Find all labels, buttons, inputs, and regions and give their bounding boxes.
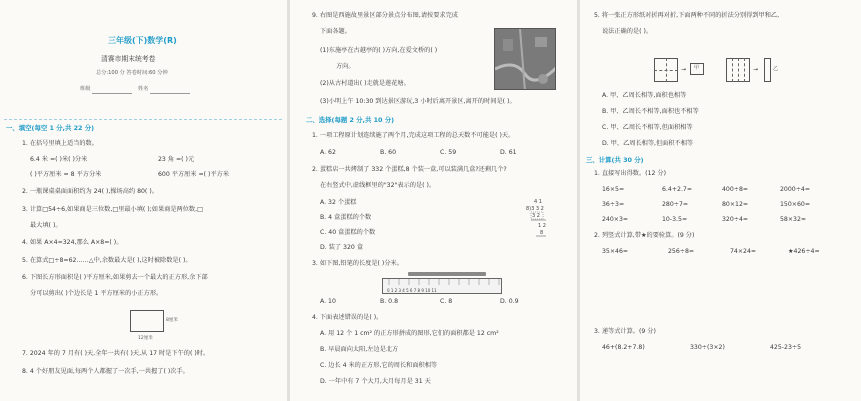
choice-1: 1. 一项工程原计划连续施了两个月,完成这项工程的总天数不可能是( )天。 <box>312 132 515 139</box>
calc-vertical-item: 256÷8= <box>668 248 695 255</box>
calc-step-item: 330÷(3×2) <box>690 344 725 351</box>
question-3-line2: 最大填( )。 <box>30 222 62 229</box>
calc-item: 16×5= <box>602 186 625 193</box>
page-middle <box>290 0 577 401</box>
class-label: 班级 <box>80 86 91 92</box>
arrow-icon-b: → <box>753 66 759 73</box>
choice-5-option-b[interactable]: B. 甲、乙周长不相等,面积也不相等 <box>602 108 699 115</box>
calc-vertical-item: 35×46= <box>602 248 629 255</box>
choice-1-option-a[interactable]: A. 62 <box>320 149 336 156</box>
rectangle-side-label: 8厘米 <box>166 318 178 323</box>
choice-4: 4. 下面表述错误的是( )。 <box>312 314 383 321</box>
ruler-figure <box>382 278 502 294</box>
choice-3-option-d[interactable]: D. 0.9 <box>500 298 519 305</box>
fold-line-b1 <box>732 58 733 82</box>
question-6-line1: 6. 下图长方形面积是( )平方厘米,如果剪去一个最大的正方形,余下部 <box>22 274 208 281</box>
calc-step-item: 46+(8.2+7.8) <box>602 344 645 351</box>
choice-1-option-d[interactable]: D. 61 <box>500 149 517 156</box>
question-9-2: (2)从古村道出( )走就是莲花塘。 <box>320 80 410 87</box>
calc-item: 320÷4= <box>722 216 749 223</box>
svg-text:8)3 3 2: 8)3 3 2 <box>526 206 544 212</box>
label-jia: 甲 <box>694 65 700 71</box>
choice-2-line2: 在右竖式中,虚线框里的"32"表示的是( )。 <box>320 182 436 189</box>
calc-item: 150×60= <box>780 201 811 208</box>
choice-5-option-d[interactable]: D. 甲、乙周长相等,但面积不相等 <box>602 140 694 147</box>
choice-2-line1: 2. 蛋糕店一共烤制了 332 个蛋糕,8 个装一盒,可以装满几盒?还剩几个? <box>312 166 507 173</box>
long-division-figure <box>526 196 548 240</box>
choice-2-option-b[interactable]: B. 4 盒蛋糕的个数 <box>320 214 372 221</box>
result-yi-box <box>764 58 771 82</box>
exam-meta: 总分:100 分 答卷时间:60 分钟 <box>96 70 168 76</box>
question-1a: 6.4 米 =( )米( )分米 <box>30 156 88 163</box>
question-1d: 600 平方厘米 =( )平方米 <box>158 171 230 178</box>
svg-text:4 1: 4 1 <box>534 199 542 205</box>
question-5: 5. 在算式□÷8=62……△中,余数最大是( ),这时被除数是( )。 <box>22 257 192 264</box>
calc-vertical-item: 74×24= <box>730 248 757 255</box>
choice-3-option-b[interactable]: B. 0.8 <box>380 298 399 305</box>
calc-item: 280÷7= <box>662 201 689 208</box>
calc-vertical-item: ★426÷4= <box>788 248 820 255</box>
class-line[interactable] <box>92 93 132 94</box>
question-8: 8. 4 个好朋友见面,每两个人都握了一次手,一共握了( )次手。 <box>22 368 189 375</box>
choice-5-line1: 5. 将一张正方形纸对折再对折,下面两种不同的折法分别得到甲和乙, <box>594 12 780 19</box>
choice-1-option-c[interactable]: C. 59 <box>440 149 457 156</box>
question-7: 7. 2024 年的 7 月有( )天,全年一共有( )天,从 17 时是下午的( )时。 <box>22 350 210 357</box>
calc-item: 10-3.5= <box>662 216 688 223</box>
page-left <box>0 0 287 401</box>
choice-2-option-a[interactable]: A. 32 个蛋糕 <box>320 199 357 206</box>
exam-title: 三年级(下)数学(R) <box>108 36 177 45</box>
choice-4-option-a[interactable]: A. 用 12 个 1 cm² 的正方形拼成的图形,它们的面积都是 12 cm² <box>320 330 499 337</box>
choice-5-option-a[interactable]: A. 甲、乙周长相等,面积也相等 <box>602 92 687 99</box>
pencil-figure <box>408 272 486 276</box>
svg-text:3 2: 3 2 <box>532 213 540 219</box>
choice-1-option-b[interactable]: B. 60 <box>380 149 397 156</box>
question-9-line1: 9. 右图是西施故里景区部分景点分布图,请按要求完成 <box>312 12 458 19</box>
fold-line-a-v <box>666 58 667 82</box>
map-icon <box>495 29 556 90</box>
calc-item: 240×3= <box>602 216 629 223</box>
section3-heading: 三、计算(共 30 分) <box>586 156 644 164</box>
name-label: 姓名 <box>138 86 149 92</box>
fold-line-b2 <box>738 58 739 82</box>
choice-3: 3. 如下图,铅笔的长度是( )分米。 <box>312 260 403 267</box>
question-9-line2: 下面各题。 <box>320 28 351 35</box>
calc-step-item: 425-23÷5 <box>770 344 802 351</box>
calc-item: 36÷3= <box>602 201 625 208</box>
choice-4-option-d[interactable]: D. 一年中有 7 个大月,大月每月是 31 天 <box>320 378 431 385</box>
choice-4-option-c[interactable]: C. 边长 4 米的正方形,它的周长和面积相等 <box>320 362 438 369</box>
question-9-3: (3)小明上午 10:30 到达景区游玩,3 小时后离开景区,离开的时间是( )。 <box>320 98 516 105</box>
question-4: 4. 如果 A×4=324,那么 A×8=( )。 <box>22 239 123 246</box>
svg-text:1 2: 1 2 <box>538 223 546 229</box>
calc-1: 1. 直接写出得数。(12 分) <box>594 170 667 177</box>
question-9-1b: 方向。 <box>336 63 355 70</box>
question-9-1: (1)东施亭在古越亭的( )方向,在爱文桥的( ) <box>320 47 438 54</box>
fold-line-b3 <box>744 58 745 82</box>
question-3-line1: 3. 计算□54÷6,如果商是三位数,□里最小填( );如果商是两位数,□ <box>22 206 203 213</box>
svg-text:8: 8 <box>540 230 544 236</box>
calc-3: 3. 递等式计算。(9 分) <box>594 328 656 335</box>
question-1b: 23 角 =( )元 <box>158 156 195 163</box>
label-yi: 乙 <box>773 66 779 72</box>
section1-heading: 一、填空(每空 1 分,共 22 分) <box>6 124 95 132</box>
calc-2: 2. 列竖式计算,带★的要验算。(9 分) <box>594 232 695 239</box>
question-2: 2. 一瓶课桌桌面面积约为 24( ),操场高约 80( )。 <box>22 188 158 195</box>
section-divider <box>4 119 282 120</box>
svg-text:0 1 2 3 4 5 6 7 8 9 1: 0 1 2 3 4 5 6 7 8 9 10 11 <box>387 288 437 293</box>
calc-item: 2000÷4= <box>780 186 811 193</box>
choice-5-line2: 说法正确的是( )。 <box>602 28 653 35</box>
choice-4-option-b[interactable]: B. 早晨面向太阳,左边是北方 <box>320 346 399 353</box>
choice-5-option-c[interactable]: C. 甲、乙周长不相等,但面积相等 <box>602 124 693 131</box>
calc-item: 400÷8= <box>722 186 749 193</box>
question-1: 1. 在括号里填上适当的数。 <box>22 140 98 147</box>
calc-item: 58×32≈ <box>780 216 807 223</box>
choice-3-option-a[interactable]: A. 10 <box>320 298 336 305</box>
calc-item: 6.4+2.7= <box>662 186 693 193</box>
scenic-map-image <box>494 28 556 90</box>
choice-2-option-c[interactable]: C. 40 盒蛋糕的个数 <box>320 229 376 236</box>
question-6-line2: 分可以剪出( )个边长是 1 平方厘米的小正方形。 <box>30 290 163 297</box>
rectangle-bottom-label: 12厘米 <box>138 336 153 341</box>
exam-subtitle: 清赛市期末统考卷 <box>101 55 156 63</box>
section2-heading: 二、选择(每题 2 分,共 10 分) <box>306 116 395 124</box>
calc-item: 80×12= <box>722 201 749 208</box>
choice-3-option-c[interactable]: C. 8 <box>440 298 453 305</box>
page-right <box>580 0 861 401</box>
arrow-icon-a: → <box>681 66 687 73</box>
choice-2-option-d[interactable]: D. 装了 320 盒 <box>320 244 364 251</box>
name-line[interactable] <box>150 93 190 94</box>
rectangle-figure <box>130 310 164 332</box>
ruler-ticks-icon <box>383 279 503 295</box>
question-1c: ( )平方厘米 = 8 平方分米 <box>30 171 102 178</box>
